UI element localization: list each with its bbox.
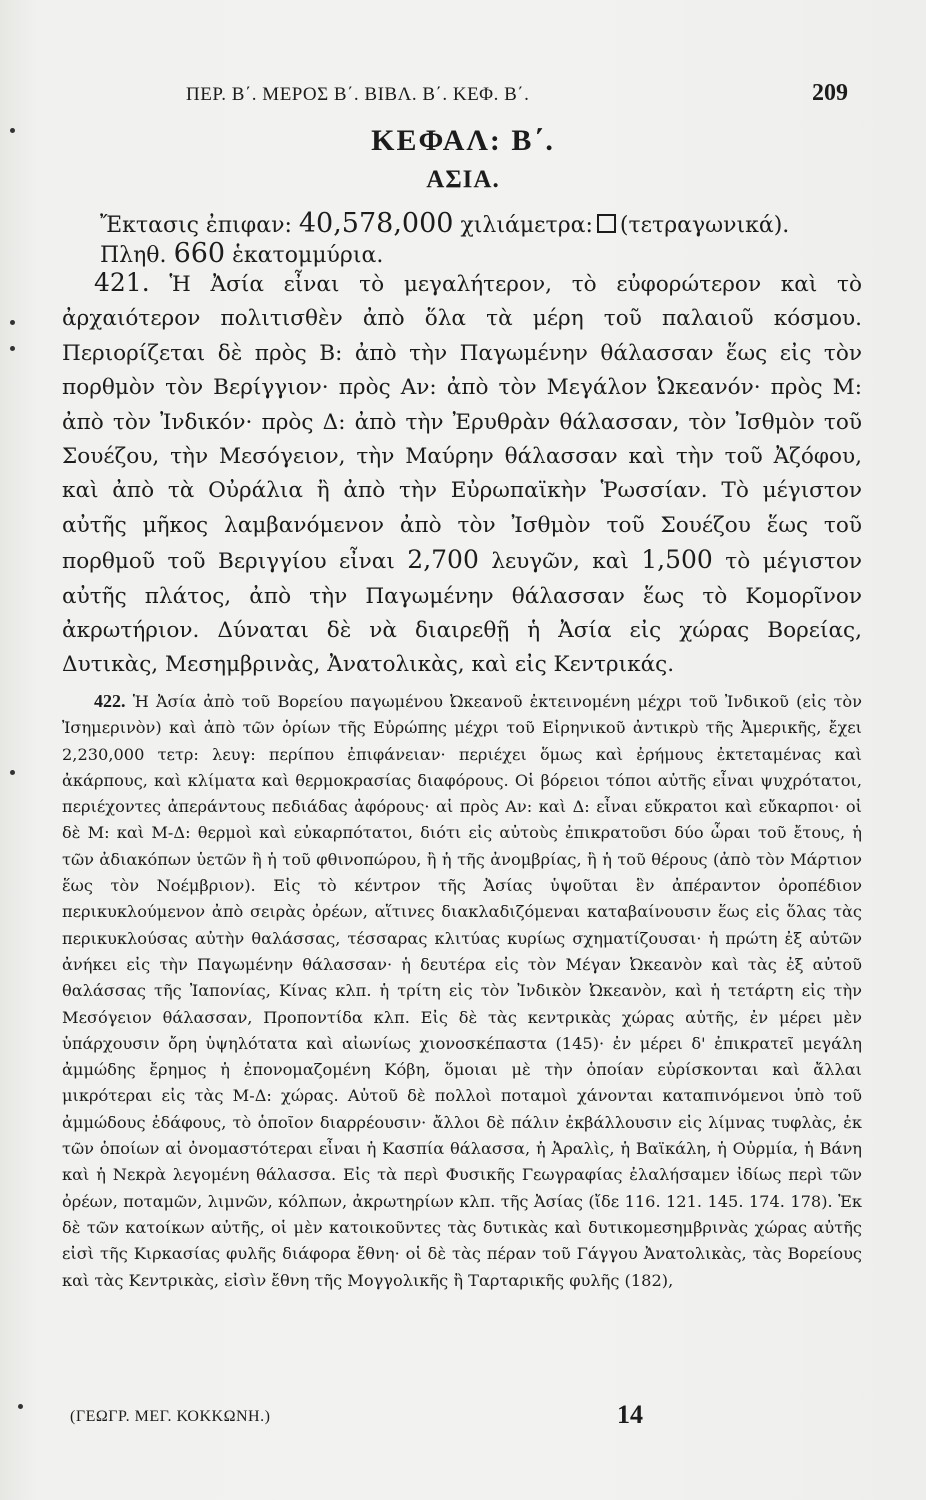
square-icon (597, 214, 616, 233)
length-value: 2,700 (407, 545, 479, 575)
margin-dot (10, 128, 15, 133)
section-422-text: Ἡ Ἀσία ἀπὸ τοῦ Βορείου παγωμένου Ὠκεανοῦ ἐκτεινομένη μέχρι τοῦ Ἰνδικοῦ (εἰς τὸν Ἰσημερινὸν) καὶ ἀπὸ τῶν ὁρίων τῆς Εὐρώπης μέχρι τοῦ Εἰρηνικοῦ ἀντικρὺ τῆς Ἀμερικῆς, ἔχει 2,230,000 τετρ: λευγ: περίπου ἐπιφάνειαν· περιέχει ὅμως καὶ ἐρήμους ἐκτεταμένας καὶ ἀκάρπους, καὶ κλίματα καὶ θερμοκρασίας διαφόρους. Οἱ βόρειοι τόποι αὐτῆς εἶναι ψυχρότατοι, περιέχοντες ἀπεράντους πεδιάδας ἀφόρους· αἱ πρὸς Αν: καὶ Δ: εἶναι εὔκρατοι καὶ εὔκαρποι· οἱ δὲ Μ: καὶ Μ-Δ: θερμοὶ καὶ εὐκαρπότατοι, διότι εἰς αὐτοὺς ἐπικρατοῦσι δύο ὧραι τοῦ ἔτους, ἡ τῶν ἀδιακόπων ὑετῶν ἢ ἡ τοῦ φθινοπώρου, ἢ ἡ τῆς ἀνομβρίας, ἢ ἡ τοῦ θέρους (ἀπὸ τὸν Μάρτιον ἕως τὸν Νοέμβριον). Εἰς τὸ κέντρον τῆς Ἀσίας ὑψοῦται ἓν ἀπέραντον ὀροπέδιον περικυκλούμενον ἀπὸ σειρὰς ὀρέων, αἵτινες διακλαδιζόμεναι καταβαίνουσιν ἕως εἰς ὅλας τὰς περικυκλούσας αὐτὴν θαλάσσας, τέσσαρας κλιτύας κυρίως σχηματίζουσαι· ἡ πρώτη ἐξ αὐτῶν ἀνήκει εἰς τὴν Παγωμένην θάλασσαν· ἡ δευτέρα εἰς τὸν Μέγαν Ὠκεανὸν καὶ τὰς ἐξ αὐτοῦ θαλάσσας τῆς Ἰαπονίας, Κίνας κλπ. ἡ τρίτη εἰς τὸν Ἰνδικὸν Ὠκεανὸν, καὶ ἡ τετάρτη εἰς τὴν Μεσόγειον θάλασσαν, Προποντίδα κλπ. Εἰς δὲ τὰς κεντρικὰς χώρας αὐτῆς, ἐν μέρει μὲν ὑπάρχουσιν ὄρη ὑψηλότατα καὶ αἰωνίως χιονοσκέπαστα (145)· ἐν μέρει δ' ἐπικρατεῖ μεγάλη ἀμμώδης ἔρημος ἡ ἐπονομαζομένη Κόβη, ὅμοιαι μὲ τὴν ὁποίαν εὑρίσκονται καὶ ἄλλαι μικρότεραι εἰς τὰς Μ-Δ: χώρας. Αὐτοῦ δὲ πολλοὶ ποταμοὶ χάνονται καταπινόμενοι ὑπὸ τοῦ ἀμμώδους ἐδάφους, τὸ ὁποῖον διαρρέουσιν· ἄλλοι δὲ πάλιν ἐκβάλλουσιν εἰς λίμνας τυφλὰς, ἐκ τῶν ὁποίων αἱ ὀνομαστότεραι εἶναι ἡ Κασπία θάλασσα, ἡ Ἀραλὶς, ἡ Βαϊκάλη, ἡ Οὐρμία, ἡ Βάνη καὶ ἡ Νεκρὰ λεγομένη θάλασσα. Εἰς τὰ περὶ Φυσικῆς Γεωγραφίας ἐλαλήσαμεν ἰδίως περὶ τῶν ὀρέων, ποταμῶν, λιμνῶν, κόλπων, ἀκρωτηρίων κλπ. τῆς Ἀσίας (ἴδε 116. 121. 145. 174. 178). Ἐκ δὲ τῶν κατοίκων αὐτῆς, οἱ μὲν κατοικοῦντες τὰς δυτικὰς καὶ δυτικομεσημβρινὰς χώρας αὐτῆς εἰσὶ τῆς Κιρκασίας φυλῆς διάφορα ἔθνη· οἱ δὲ τὰς πέραν τοῦ Γάγγου Ἀνατολικὰς, τὰς Βορείους καὶ τὰς Κεντρικὰς, εἰσὶν ἔθνη τῆς Μογγολικῆς ἢ Ταρταρικῆς φυλῆς (182), (62, 692, 863, 1290)
area-unit: χιλιάμετρα: (460, 213, 593, 238)
area-prefix: Ἔκτασις ἐπιφαν: (100, 213, 292, 238)
margin-dot (10, 320, 15, 325)
area-value: 40,578,000 (298, 208, 454, 239)
margin-dot (10, 770, 15, 775)
margin-dot (18, 1404, 23, 1409)
margin-dot (10, 346, 15, 351)
population-prefix: Πληθ. (100, 243, 167, 268)
chapter-subtitle: ΑΣΙΑ. (426, 166, 500, 193)
signature-mark: (ΓΕΩΓΡ. ΜΕΓ. ΚΟΚΚΩΝΗ.) (70, 1408, 271, 1425)
page-number: 209 (812, 80, 848, 106)
gathering-number: 14 (617, 1400, 643, 1429)
section-421-text-2: λευγῶν, καὶ (491, 549, 629, 575)
chapter-title: ΚΕΦΑΛ: Β΄. (371, 124, 555, 157)
section-421-text-3: τὸ μέγιστον αὐτῆς πλάτος, ἀπὸ τὴν Παγωμένην θάλασσαν ἕως τὸ Κομορῖνον ἀκρωτήριον. Δύναται δὲ νὰ διαιρεθῇ ἡ Ἀσία εἰς χώρας Βορείας, Δυτικὰς, Μεσημβρινὰς, Ἀνατολικὰς, καὶ εἰς Κεντρικάς. (62, 549, 863, 678)
section-422 (62, 688, 862, 1294)
width-value: 1,500 (641, 545, 713, 575)
section-421 (62, 266, 862, 683)
area-line (100, 208, 789, 239)
population-line (100, 238, 383, 269)
section-421-number: 421. (94, 268, 150, 297)
section-421-text-1: Ἡ Ἀσία εἶναι τὸ μεγαλήτερον, τὸ εὐφορώτερον καὶ τὸ ἀρχαιότερον πολιτισθὲν ἀπὸ ὅλα τὰ μέρη τοῦ παλαιοῦ κόσμου. Περιορίζεται δὲ πρὸς Β: ἀπὸ τὴν Παγωμένην θάλασσαν ἕως εἰς τὸν πορθμὸν τὸν Βερίγγιον· πρὸς Αν: ἀπὸ τὸν Μεγάλον Ὠκεανόν· πρὸς Μ: ἀπὸ τὸν Ἰνδικόν· πρὸς Δ: ἀπὸ τὴν Ἐρυθρὰν θάλασσαν, τὸν Ἰσθμὸν τοῦ Σουέζου, τὴν Μεσόγειον, τὴν Μαύρην θάλασσαν καὶ τὴν τοῦ Ἀζόφου, καὶ ἀπὸ τὰ Οὐράλια ἢ ἀπὸ τὴν Εὐρωπαϊκὴν Ῥωσσίαν. Τὸ μέγιστον αὐτῆς μῆκος λαμβανόμενον ἀπὸ τὸν Ἰσθμὸν τοῦ Σουέζου ἕως τοῦ πορθμοῦ τοῦ Βεριγγίου εἶναι (62, 272, 862, 575)
section-422-number: 422. (94, 691, 126, 711)
area-unit-square: (τετραγωνικά). (619, 213, 790, 238)
running-head: ΠΕΡ. Β΄. ΜΕΡΟΣ Β΄. ΒΙΒΛ. Β΄. ΚΕΦ. Β΄. (186, 84, 530, 105)
population-value: 660 (173, 238, 226, 269)
population-unit: ἑκατομμύρια. (232, 243, 384, 268)
